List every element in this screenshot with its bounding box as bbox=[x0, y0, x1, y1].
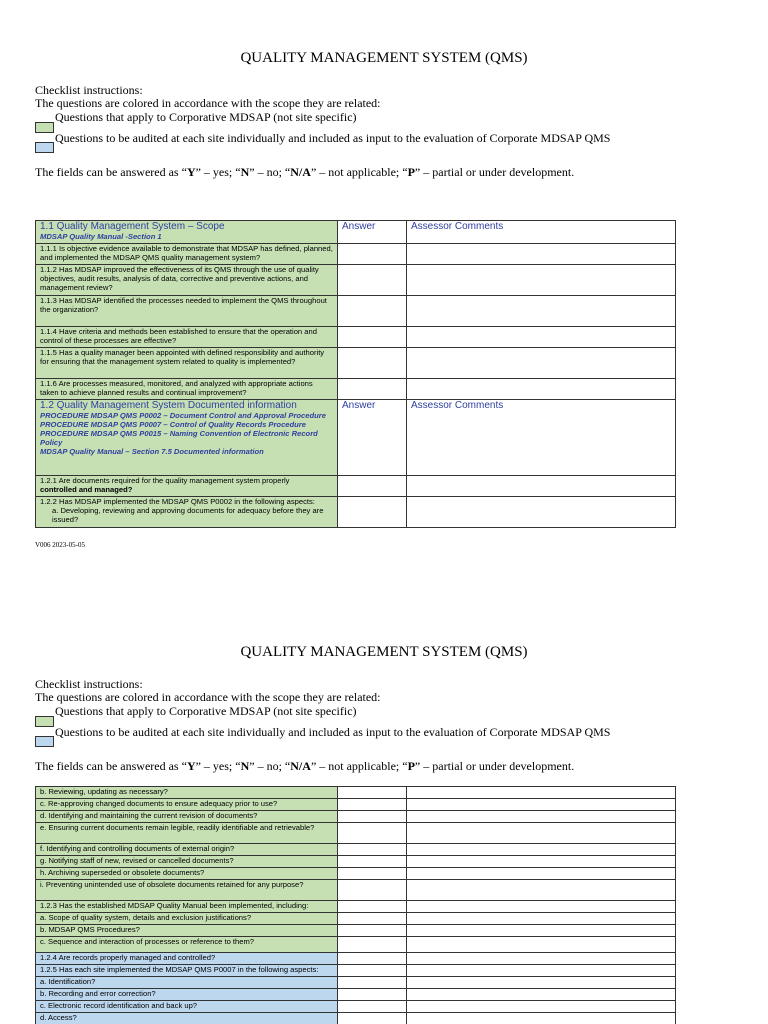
comment-cell[interactable] bbox=[407, 953, 676, 965]
question-row: 1.1.2 Has MDSAP improved the effectiveness of its QMS through the use of quality objectives, audit results, analysis of data, corrective and preventive actions, and management review? bbox=[36, 265, 338, 296]
comment-cell[interactable] bbox=[407, 811, 676, 823]
instructions-text: The questions are colored in accordance with the scope they are related: bbox=[35, 96, 381, 110]
section-1-1-header: 1.1 Quality Management System – Scope MDSAP Quality Manual -Section 1 bbox=[36, 221, 338, 244]
answer-cell[interactable] bbox=[338, 823, 407, 844]
question-row: i. Preventing unintended use of obsolete documents retained for any purpose? bbox=[36, 880, 338, 901]
comment-cell[interactable] bbox=[407, 856, 676, 868]
question-row: d. Identifying and maintaining the current revision of documents? bbox=[36, 811, 338, 823]
comment-cell[interactable] bbox=[407, 1013, 676, 1024]
question-row: b. MDSAP QMS Procedures? bbox=[36, 925, 338, 937]
answer-cell[interactable] bbox=[338, 1001, 407, 1013]
legend-blue-swatch bbox=[35, 736, 54, 747]
legend-green-text: Questions that apply to Corporative MDSAP (not site specific) bbox=[55, 110, 357, 124]
question-row: 1.1.5 Has a quality manager been appointed with defined responsibility and authority for ensuring that the management system related to quality is implemented? bbox=[36, 348, 338, 379]
version-footer: V006 2023-05-05 bbox=[35, 541, 85, 549]
comment-cell[interactable] bbox=[407, 844, 676, 856]
question-row: 1.1.6 Are processes measured, monitored, and analyzed with appropriate actions taken to achieve planned results and continual improvement? bbox=[36, 379, 338, 400]
document-title: QUALITY MANAGEMENT SYSTEM (QMS) bbox=[240, 50, 528, 66]
legend-green-swatch bbox=[35, 122, 54, 133]
answer-cell[interactable] bbox=[338, 977, 407, 989]
comment-cell[interactable] bbox=[407, 868, 676, 880]
question-row: 1.1.1 Is objective evidence available to demonstrate that MDSAP has defined, planned, and implemented the MDSAP QMS quality management system? bbox=[36, 244, 338, 265]
answer-cell[interactable] bbox=[338, 348, 407, 379]
comments-header: Assessor Comments bbox=[411, 221, 504, 232]
comment-cell[interactable] bbox=[407, 799, 676, 811]
question-row: 1.2.1 Are documents required for the quality management system properly controlled and managed? bbox=[36, 476, 338, 497]
answer-cell[interactable] bbox=[338, 953, 407, 965]
question-row: a. Scope of quality system, details and exclusion justifications? bbox=[36, 913, 338, 925]
comment-cell[interactable] bbox=[407, 965, 676, 977]
answer-cell[interactable] bbox=[338, 799, 407, 811]
answer-cell[interactable] bbox=[338, 844, 407, 856]
answer-cell[interactable] bbox=[338, 925, 407, 937]
legend-blue-text: Questions to be audited at each site individually and included as input to the evaluation of Corporate MDSAP QMS bbox=[55, 725, 611, 739]
question-row: h. Archiving superseded or obsolete documents? bbox=[36, 868, 338, 880]
question-row: 1.1.4 Have criteria and methods been established to ensure that the operation and control of these processes are effective? bbox=[36, 327, 338, 348]
comment-cell[interactable] bbox=[407, 901, 676, 913]
comment-cell[interactable] bbox=[407, 348, 676, 379]
answer-cell[interactable] bbox=[338, 901, 407, 913]
comment-cell[interactable] bbox=[407, 880, 676, 901]
checklist-table-2 bbox=[35, 786, 676, 1024]
comment-cell[interactable] bbox=[407, 265, 676, 296]
answer-cell[interactable] bbox=[338, 497, 407, 528]
comment-cell[interactable] bbox=[407, 244, 676, 265]
instructions-label: Checklist instructions: bbox=[35, 83, 143, 97]
comment-cell[interactable] bbox=[407, 497, 676, 528]
comment-cell[interactable] bbox=[407, 1001, 676, 1013]
answer-instructions: The fields can be answered as “Y” – yes; “N” – no; “N/A” – not applicable; “P” – partial or under development. bbox=[35, 165, 575, 179]
question-row: f. Identifying and controlling documents of external origin? bbox=[36, 844, 338, 856]
answer-cell[interactable] bbox=[338, 811, 407, 823]
answer-cell[interactable] bbox=[338, 965, 407, 977]
answer-cell[interactable] bbox=[338, 868, 407, 880]
answer-cell[interactable] bbox=[338, 244, 407, 265]
instructions-text: The questions are colored in accordance with the scope they are related: bbox=[35, 690, 381, 704]
answer-cell[interactable] bbox=[338, 989, 407, 1001]
comment-cell[interactable] bbox=[407, 296, 676, 327]
comment-cell[interactable] bbox=[407, 937, 676, 953]
instructions-label: Checklist instructions: bbox=[35, 677, 143, 691]
page-2 bbox=[0, 594, 768, 1024]
question-row: c. Re-approving changed documents to ensure adequacy prior to use? bbox=[36, 799, 338, 811]
answer-cell[interactable] bbox=[338, 379, 407, 400]
question-row: d. Access? bbox=[36, 1013, 338, 1024]
answer-cell[interactable] bbox=[338, 880, 407, 901]
answer-cell[interactable] bbox=[338, 1013, 407, 1024]
comments-header: Assessor Comments bbox=[411, 400, 504, 411]
comment-cell[interactable] bbox=[407, 925, 676, 937]
answer-cell[interactable] bbox=[338, 265, 407, 296]
legend-green-swatch bbox=[35, 716, 54, 727]
comment-cell[interactable] bbox=[407, 989, 676, 1001]
question-row: e. Ensuring current documents remain legible, readily identifiable and retrievable? bbox=[36, 823, 338, 844]
comment-cell[interactable] bbox=[407, 977, 676, 989]
question-row: 1.2.2 Has MDSAP implemented the MDSAP QMS P0002 in the following aspects: a. Developing, reviewing and approving documents for adequacy before they are issued? bbox=[36, 497, 338, 528]
question-row: 1.2.3 Has the established MDSAP Quality Manual been implemented, including: bbox=[36, 901, 338, 913]
answer-instructions: The fields can be answered as “Y” – yes; “N” – no; “N/A” – not applicable; “P” – partial or under development. bbox=[35, 759, 575, 773]
question-row: b. Reviewing, updating as necessary? bbox=[36, 787, 338, 799]
legend-blue-swatch bbox=[35, 142, 54, 153]
legend-green-text: Questions that apply to Corporative MDSAP (not site specific) bbox=[55, 704, 357, 718]
document-title: QUALITY MANAGEMENT SYSTEM (QMS) bbox=[240, 644, 528, 660]
comment-cell[interactable] bbox=[407, 913, 676, 925]
answer-cell[interactable] bbox=[338, 787, 407, 799]
question-row: g. Notifying staff of new, revised or cancelled documents? bbox=[36, 856, 338, 868]
answer-cell[interactable] bbox=[338, 913, 407, 925]
answer-cell[interactable] bbox=[338, 327, 407, 348]
answer-cell[interactable] bbox=[338, 856, 407, 868]
comment-cell[interactable] bbox=[407, 787, 676, 799]
answer-cell[interactable] bbox=[338, 296, 407, 327]
answer-header: Answer bbox=[342, 400, 376, 411]
question-row: c. Sequence and interaction of processes or reference to them? bbox=[36, 937, 338, 953]
comment-cell[interactable] bbox=[407, 823, 676, 844]
legend-blue-text: Questions to be audited at each site individually and included as input to the evaluation of Corporate MDSAP QMS bbox=[55, 131, 611, 145]
question-row: 1.2.5 Has each site implemented the MDSAP QMS P0007 in the following aspects: bbox=[36, 965, 338, 977]
question-row: b. Recording and error correction? bbox=[36, 989, 338, 1001]
question-row: a. Identification? bbox=[36, 977, 338, 989]
comment-cell[interactable] bbox=[407, 379, 676, 400]
comment-cell[interactable] bbox=[407, 476, 676, 497]
checklist-table-1 bbox=[35, 220, 676, 528]
answer-header: Answer bbox=[342, 221, 376, 232]
question-row: c. Electronic record identification and back up? bbox=[36, 1001, 338, 1013]
comment-cell[interactable] bbox=[407, 327, 676, 348]
question-row: 1.1.3 Has MDSAP identified the processes needed to implement the QMS throughout the organization? bbox=[36, 296, 338, 327]
answer-cell[interactable] bbox=[338, 937, 407, 953]
answer-cell[interactable] bbox=[338, 476, 407, 497]
question-row: 1.2.4 Are records properly managed and controlled? bbox=[36, 953, 338, 965]
section-1-2-header: 1.2 Quality Management System Documented information PROCEDURE MDSAP QMS P0002 – Document Control and Approval Procedure PROCEDURE MDSAP QMS P0007 – Control of Quality Records Procedure PROCEDURE MDSAP QMS P0015 – Naming Convention of Electronic Record Policy MDSAP Quality Manual – Section 7.5 Documented information bbox=[36, 400, 338, 476]
